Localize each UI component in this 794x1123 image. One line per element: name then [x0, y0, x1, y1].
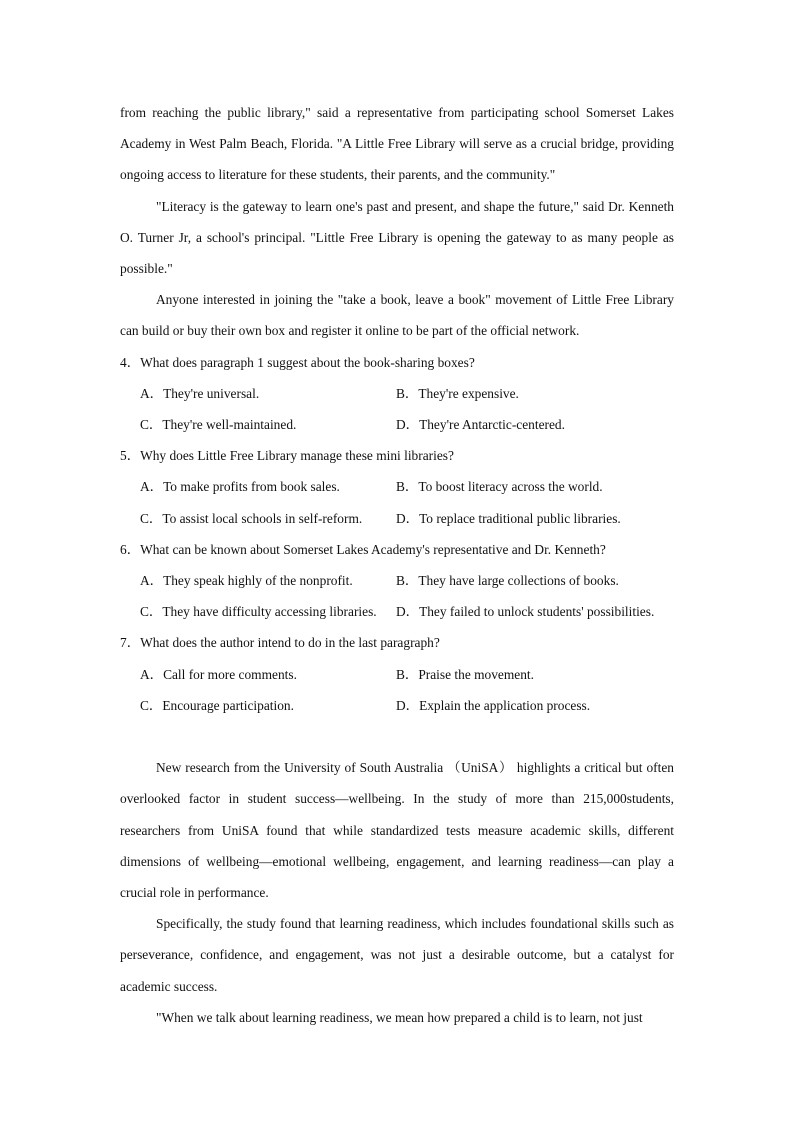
question-text: What does the author intend to do in the last paragraph?	[140, 635, 440, 651]
option-letter: C．	[140, 697, 163, 713]
option-letter: B．	[396, 573, 419, 589]
question-stem	[120, 347, 674, 378]
question-text: What does paragraph 1 suggest about the book-sharing boxes?	[140, 354, 475, 370]
question-stem	[120, 627, 674, 658]
option-letter: A．	[140, 666, 164, 682]
option-c	[140, 690, 396, 721]
option-letter: C．	[140, 604, 163, 620]
option-text: They're well-maintained.	[162, 417, 297, 433]
option-b	[396, 565, 674, 596]
passage-paragraph: New research from the University of South Australia （UniSA） highlights a critical but often overlooked factor in student success—wellbeing. In the study of more than 215,000students, researchers from UniSA found that while standardized tests measure academic skills, different dimensions of wellbeing—emotional wellbeing, engagement, and learning readiness—can play a crucial role in performance.	[120, 760, 674, 901]
option-grid	[120, 378, 674, 440]
option-d	[396, 690, 674, 721]
passage-top	[120, 97, 674, 347]
option-d	[396, 596, 674, 627]
option-c	[140, 596, 396, 627]
option-text: To make profits from book sales.	[163, 479, 340, 495]
option-a	[140, 659, 396, 690]
option-letter: C．	[140, 417, 163, 433]
question-7	[120, 627, 674, 721]
option-letter: D．	[396, 510, 420, 526]
option-letter: B．	[396, 479, 419, 495]
option-d	[396, 503, 674, 534]
passage-paragraph: Anyone interested in joining the "take a book, leave a book" movement of Little Free Library can build or buy their own box and register it online to be part of the official network.	[120, 292, 674, 339]
option-c	[140, 503, 396, 534]
option-c	[140, 409, 396, 440]
passage-paragraph: Specifically, the study found that learning readiness, which includes foundational skills such as perseverance, confidence, and engagement, was not just a desirable outcome, but a catalyst for academic success.	[120, 916, 674, 994]
option-letter: C．	[140, 510, 163, 526]
option-a	[140, 378, 396, 409]
option-letter: A．	[140, 573, 164, 589]
passage-next	[120, 752, 674, 1033]
question-text: What can be known about Somerset Lakes Academy's representative and Dr. Kenneth?	[140, 541, 606, 557]
option-b	[396, 659, 674, 690]
question-5	[120, 440, 674, 534]
section-gap	[120, 721, 674, 752]
option-text: They're expensive.	[418, 385, 519, 401]
question-stem	[120, 440, 674, 471]
option-letter: D．	[396, 604, 420, 620]
option-a	[140, 565, 396, 596]
option-letter: A．	[140, 479, 164, 495]
option-letter: D．	[396, 697, 420, 713]
option-b	[396, 378, 674, 409]
option-text: Call for more comments.	[163, 666, 297, 682]
question-number: 7．	[120, 635, 141, 651]
passage-paragraph: "When we talk about learning readiness, we mean how prepared a child is to learn, not just	[156, 1009, 643, 1025]
option-text: To boost literacy across the world.	[418, 479, 603, 495]
option-d	[396, 409, 674, 440]
option-a	[140, 471, 396, 502]
option-text: They're universal.	[163, 385, 260, 401]
option-text: They have difficulty accessing libraries.	[162, 604, 377, 620]
question-number: 6．	[120, 541, 141, 557]
passage-paragraph: "Literacy is the gateway to learn one's past and present, and shape the future," said Dr. Kenneth O. Turner Jr, a school's principal. "Little Free Library is opening the gateway to as many people as possible."	[120, 198, 674, 277]
option-b	[396, 471, 674, 502]
question-list	[120, 347, 674, 721]
option-text: Explain the application process.	[419, 697, 591, 713]
question-number: 4．	[120, 354, 141, 370]
passage-paragraph: from reaching the public library," said a representative from participating school Somerset Lakes Academy in West Palm Beach, Florida. "A Little Free Library will serve as a crucial bridge, providing ongoing access to literature for these students, their parents, and the community."	[120, 105, 674, 183]
option-text: They speak highly of the nonprofit.	[163, 573, 353, 589]
option-letter: A．	[140, 385, 164, 401]
option-text: Praise the movement.	[418, 666, 534, 682]
option-letter: B．	[396, 385, 419, 401]
question-6	[120, 534, 674, 628]
option-text: They have large collections of books.	[418, 573, 619, 589]
document-page	[120, 97, 674, 1033]
question-text: Why does Little Free Library manage these mini libraries?	[140, 448, 454, 464]
question-stem	[120, 534, 674, 565]
option-text: To replace traditional public libraries.	[419, 510, 621, 526]
option-text: They failed to unlock students' possibilities.	[419, 604, 655, 620]
option-letter: B．	[396, 666, 419, 682]
option-text: They're Antarctic-centered.	[419, 417, 565, 433]
option-text: To assist local schools in self-reform.	[162, 510, 363, 526]
question-number: 5．	[120, 448, 141, 464]
option-grid	[120, 565, 674, 627]
option-grid	[120, 659, 674, 721]
option-grid	[120, 471, 674, 533]
question-4	[120, 347, 674, 441]
option-text: Encourage participation.	[162, 697, 294, 713]
option-letter: D．	[396, 417, 420, 433]
